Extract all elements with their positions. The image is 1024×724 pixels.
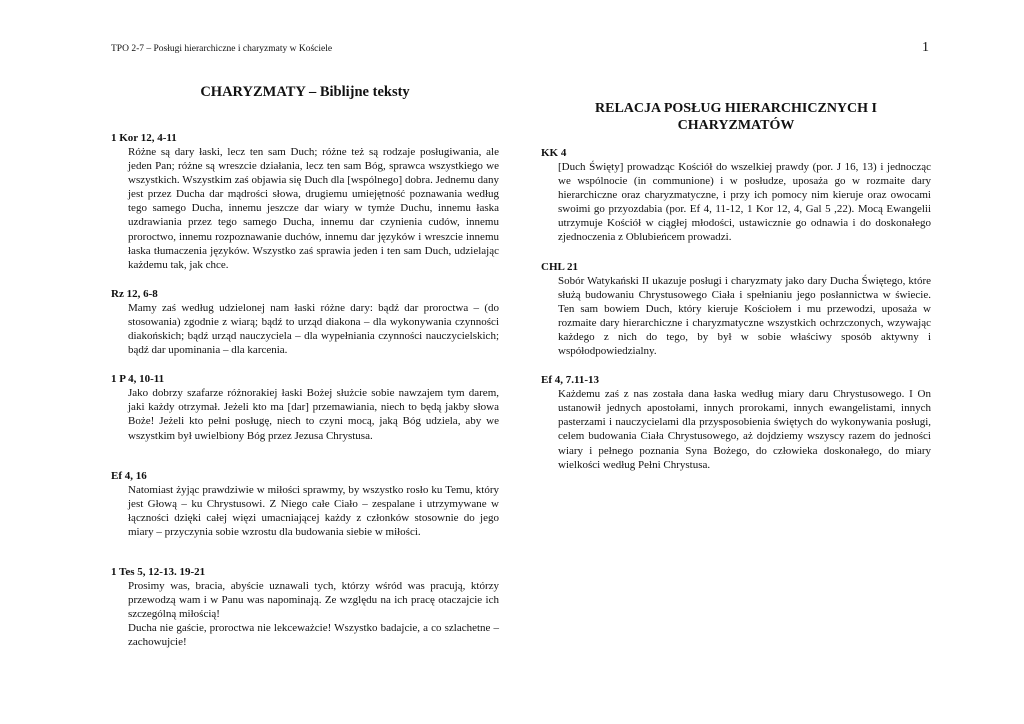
section-text — [558, 387, 931, 472]
section-ref: 1 P 4, 10-11 — [111, 373, 165, 386]
page-number: 1 — [922, 40, 929, 55]
section-text — [128, 301, 499, 357]
section-text — [128, 145, 499, 272]
section-ref: Rz 12, 6-8 — [111, 287, 158, 300]
section-chl21 — [541, 260, 931, 359]
paragraph: Różne są dary łaski, lecz ten sam Duch; różne też są rodzaje posługiwania, ale jeden Pan; różne są wreszcie działania, lecz ten sam Bóg, sprawca wszystkiego we wszystkich. Wszystkim zaś objawia się Duch dla [wspólnego] dobra. Jednemu dany jest przez Ducha dar mądrości słowa, drugiemu umiejętność poznawania według tego samego Ducha, innemu jeszcze dar wiary w tymże Duchu, innemu łaska uzdrawiania przez tego samego Ducha, innemu dar czynienia cudów, innemu proroctwo, innemu rozpoznawanie duchów, innemu dar języków i wreszcie innemu łaska tłumaczenia języków. Wszystko zaś sprawia jeden i ten sam Duch, udzielając każdemu tak, jak chce. — [128, 146, 499, 271]
section-ref: KK 4 — [541, 147, 567, 159]
running-header: TPO 2-7 – Posługi hierarchiczne i charyzmaty w Kościele — [111, 44, 333, 54]
section-ef — [111, 469, 499, 539]
section-text — [558, 274, 931, 359]
section-kk4 — [541, 146, 931, 245]
paragraph: Ducha nie gaście, proroctwa nie lekceważcie! Wszystko badajcie, a co szlachetne – zachowujcie! — [128, 622, 499, 649]
section-1kor — [111, 131, 499, 272]
section-1tes — [111, 565, 499, 649]
section-text — [558, 160, 931, 245]
paragraph: Jako dobrzy szafarze różnorakiej łaski Bożej służcie sobie nawzajem tym darem, jaki każdy otrzymał. Jeżeli kto ma [dar] przemawiania, niech to będą jakby słowa Boże! Jeżeli kto pełni posługę, niech to czyni mocą, jaką Bóg udziela, aby we wszystkim był uwielbiony Bóg przez Jezusa Chrystusa. — [128, 387, 499, 442]
paragraph: Sobór Watykański II ukazuje posługi i charyzmaty jako dary Ducha Świętego, które służą budowaniu Chrystusowego Ciała i spełnianiu jego posłannictwa w świecie. Ten sam bowiem Duch, który kieruje Kościołem i mu przewodzi, uposaża w rozmaite dary hierarchiczne i charyzmatyczne wszystkich ochrzczonych, wzywając każdego z nich do tego, by był w sobie właściwy sposób aktywny i współodpowiedzialny. — [558, 274, 931, 358]
section-ref: Ef 4, 7.11-13 — [541, 374, 600, 387]
section-ref: 1 Kor 12, 4-11 — [111, 132, 177, 144]
section-ref: CHL 21 — [541, 260, 578, 273]
paragraph: [Duch Święty] prowadząc Kościół do wszelkiej prawdy (por. J 16, 13) i jednocząc we wspólnocie (in communione) i w posłudze, uposaża go w rozmaite dary hierarchiczne oraz charyzmatyczne, i przy ich pomocy nim kieruje oraz owocami swoimi go przyozdabia (por. Ef 4, 11-12, 1 Kor 12, 4, Gal 5 ,22). Mocą Ewangelii utrzymuje Kościół w ciągłej młodości, ustawicznie go odnawia i do doskonałego zjednoczenia z Oblubieńcem prowadzi. — [558, 161, 931, 244]
left-column — [111, 84, 499, 664]
right-column-title: RELACJA POSŁUG HIERARCHICZNYCH I CHARYZMATÓW — [595, 101, 877, 133]
paragraph: Natomiast żyjąc prawdziwie w miłości sprawmy, by wszystko rosło ku Temu, który jest Głową – ku Chrystusowi. Z Niego całe Ciało – zespalane i utrzymywane w łączności dzięki całej więzi umacniającej każdy z członków stosownie do jego miary – przyczynia sobie wzrostu dla budowania siebie w miłości. — [128, 483, 499, 538]
paragraph: Prosimy was, bracia, abyście uznawali tych, którzy wśród was pracują, którzy przewodzą wam i w Panu was napominają. Ze względu na ich pracę otaczajcie ich szczególną miłością! — [128, 579, 499, 621]
paragraph: Każdemu zaś z nas została dana łaska według miary daru Chrystusowego. I On ustanowił jednych apostołami, innych prorokami, innych ewangelistami, innych pasterzami i nauczycielami dla przysposobienia świętych do wykonywania posługi, celem budowania Ciała Chrystusowego, aż dojdziemy wszyscy razem do jedności wiary i pełnego poznania Syna Bożego, do człowieka doskonałego, do miary wielkości według Pełni Chrystusa. — [558, 388, 931, 471]
section-rz — [111, 287, 499, 357]
paragraph: Mamy zaś według udzielonej nam łaski różne dary: bądź dar proroctwa – (do stosowania) zgodnie z wiarą; bądź to urząd diakona – dla wykonywania czynności diakońskich; bądź urząd nauczyciela – dla wypełniania czynności nauczycielskich; bądź dar upominania – dla karcenia. — [128, 301, 499, 357]
section-text — [128, 386, 499, 442]
section-1p — [111, 372, 499, 442]
section-text — [128, 483, 499, 539]
section-ref: 1 Tes 5, 12-13. 19-21 — [111, 565, 206, 578]
right-column — [541, 100, 931, 487]
left-column-title: CHARYZMATY – Biblijne teksty — [200, 84, 410, 100]
section-ef4 — [541, 373, 931, 472]
section-text — [128, 579, 499, 649]
section-ref: Ef 4, 16 — [111, 469, 147, 482]
